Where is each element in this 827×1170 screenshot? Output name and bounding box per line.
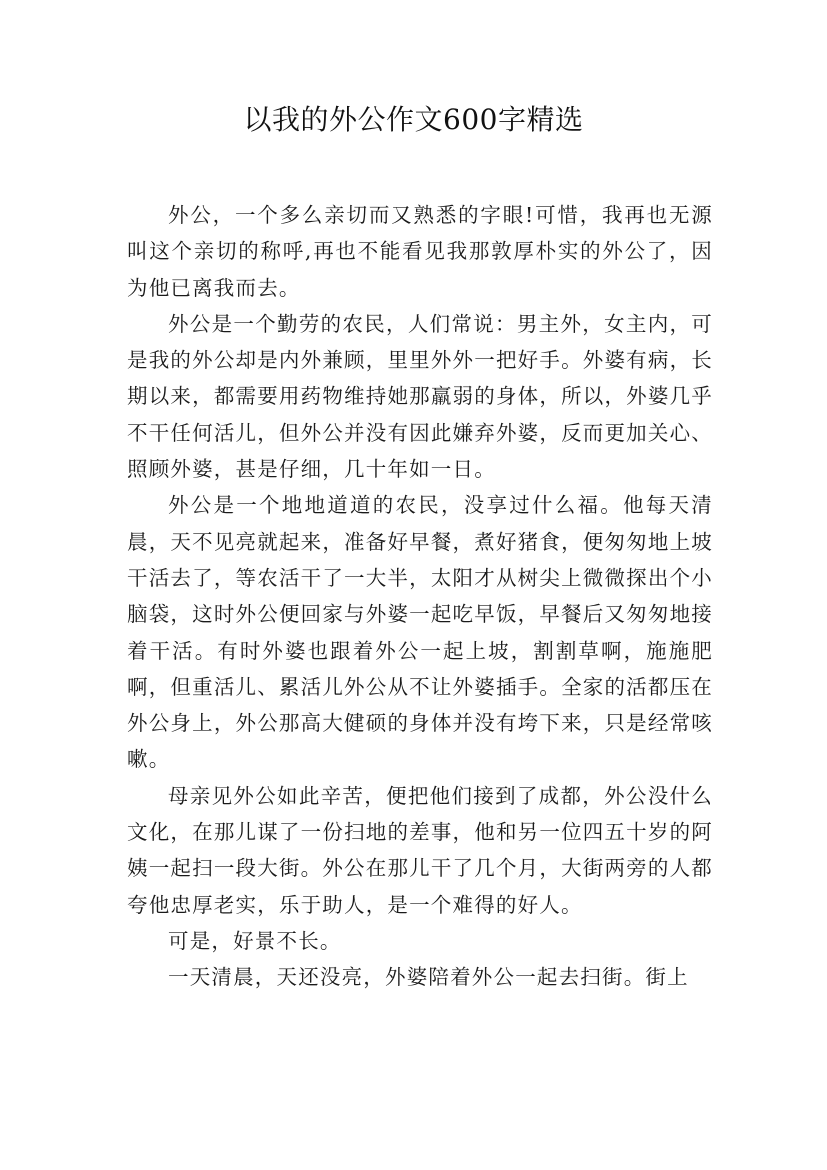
paragraph: 一天清晨，天还没亮，外婆陪着外公一起去扫街。街上 <box>168 965 689 990</box>
document-title: 以我的外公作文600字精选 <box>243 103 584 136</box>
paragraph: 可是，好景不长。 <box>168 928 342 953</box>
paragraph: 母亲见外公如此辛苦，便把他们接到了成都，外公没什么文化，在那儿谋了一份扫地的差事，他和另一位四五十岁的阿姨一起扫一段大街。外公在那儿干了几个月，大街两旁的人都夸他忠厚老实，乐于助人，是一个难得的好人。 <box>127 783 713 917</box>
document-body <box>127 197 713 996</box>
paragraph: 外公，一个多么亲切而又熟悉的字眼!可惜，我再也无源叫这个亲切的称呼,再也不能看见我那敦厚朴实的外公了，因为他已离我而去。 <box>127 203 713 300</box>
paragraph: 外公是一个地地道道的农民，没享过什么福。他每天清晨，天不见亮就起来，准备好早餐，煮好猪食，便匆匆地上坡干活去了，等农活干了一大半，太阳才从树尖上微微探出个小脑袋，这时外公便回家与外婆一起吃早饭，早餐后又匆匆地接着干活。有时外婆也跟着外公一起上坡，割割草啊，施施肥啊，但重活儿、累活儿外公从不让外婆插手。全家的活都压在外公身上，外公那高大健硕的身体并没有垮下来，只是经常咳嗽。 <box>127 493 713 772</box>
paragraph: 外公是一个勤劳的农民，人们常说：男主外，女主内，可是我的外公却是内外兼顾，里里外外一把好手。外婆有病，长期以来，都需要用药物维持她那羸弱的身体，所以，外婆几乎不干任何活儿，但外公并没有因此嫌弃外婆，反而更加关心、照顾外婆，甚是仔细，几十年如一日。 <box>127 311 713 482</box>
